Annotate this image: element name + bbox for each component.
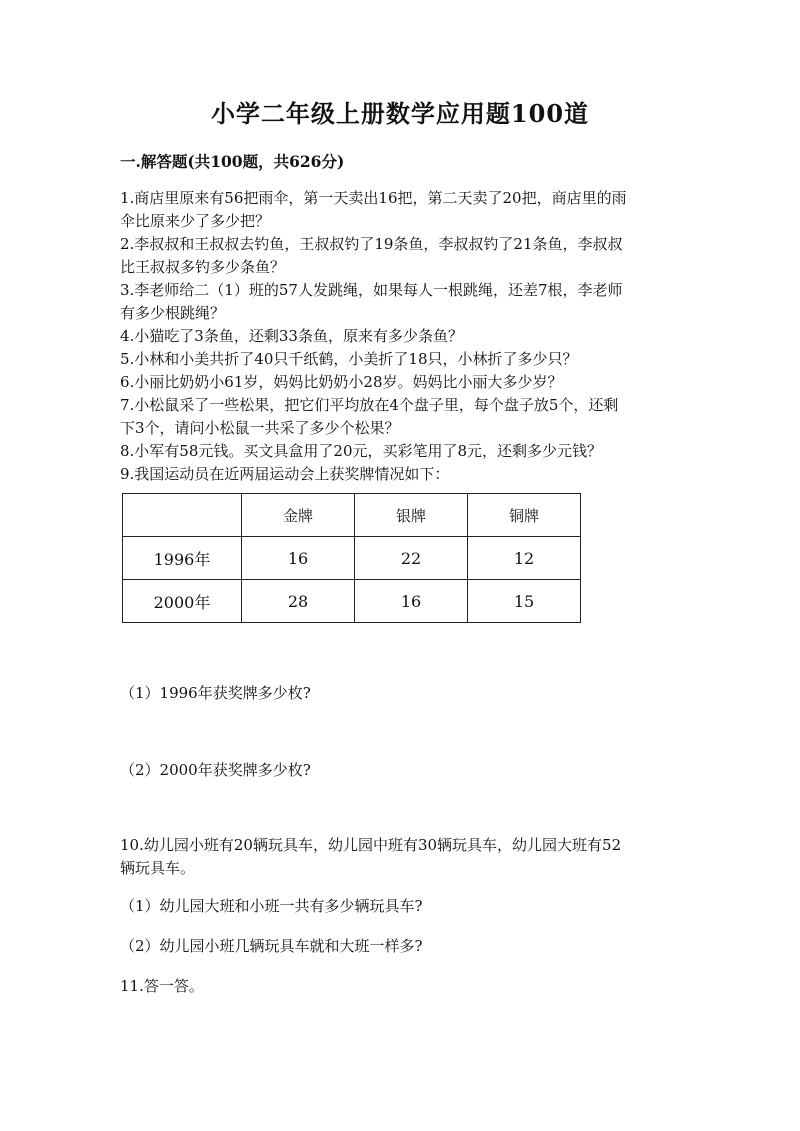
question-line: 9.我国运动员在近两届运动会上获奖牌情况如下： — [120, 465, 450, 483]
question-line: 3.李老师给二（1）班的57人发跳绳，如果每人一根跳绳，还差7根，李老师 — [120, 281, 623, 299]
question-line: 有多少根跳绳？ — [120, 304, 226, 322]
question-line: 1.商店里原来有56把雨伞，第一天卖出16把，第二天卖了20把，商店里的雨 — [120, 189, 627, 207]
medal-table — [122, 493, 581, 623]
table-header-cell — [123, 494, 242, 537]
sub-question: （1）幼儿园大班和小班一共有多少辆玩具车? — [120, 897, 423, 915]
table-cell: 16 — [355, 580, 468, 623]
sub-question: （2）幼儿园小班几辆玩具车就和大班一样多? — [120, 937, 423, 955]
table-row — [123, 580, 581, 623]
question-line: 8.小军有58元钱。买文具盒用了20元，买彩笔用了8元，还剩多少元钱？ — [120, 442, 603, 460]
section-heading: 一.解答题(共100题，共626分) — [120, 152, 345, 171]
table-cell: 22 — [355, 537, 468, 580]
question-line: 伞比原来少了多少把？ — [120, 212, 271, 230]
question-line: 6.小丽比奶奶小61岁，妈妈比奶奶小28岁。妈妈比小丽大多少岁？ — [120, 373, 563, 391]
sub-question: （2）2000年获奖牌多少枚? — [120, 761, 311, 779]
table-header-cell: 金牌 — [242, 494, 355, 537]
table-header-cell: 银牌 — [355, 494, 468, 537]
question-line: 11.答一答。 — [120, 977, 204, 995]
question-line: 5.小林和小美共折了40只千纸鹤，小美折了18只，小林折了多少只？ — [120, 350, 578, 368]
table-row — [123, 537, 581, 580]
table-cell: 15 — [468, 580, 581, 623]
page-title: 小学二年级上册数学应用题100道 — [210, 99, 590, 128]
table-header-cell: 铜牌 — [468, 494, 581, 537]
question-line: 2.李叔叔和王叔叔去钓鱼，王叔叔钓了19条鱼，李叔叔钓了21条鱼，李叔叔 — [120, 235, 623, 253]
table-cell: 16 — [242, 537, 355, 580]
question-line: 下3个，请问小松鼠一共采了多少个松果？ — [120, 419, 400, 437]
table-cell: 28 — [242, 580, 355, 623]
table-cell: 12 — [468, 537, 581, 580]
question-line: 10.幼儿园小班有20辆玩具车，幼儿园中班有30辆玩具车，幼儿园大班有52 — [120, 836, 622, 854]
table-header-row — [123, 494, 581, 537]
table-cell: 2000年 — [123, 580, 242, 623]
question-line: 比王叔叔多钓多少条鱼？ — [120, 258, 286, 276]
question-line: 辆玩具车。 — [120, 859, 196, 877]
table-cell: 1996年 — [123, 537, 242, 580]
sub-question: （1）1996年获奖牌多少枚? — [120, 684, 311, 702]
question-line: 7.小松鼠采了一些松果，把它们平均放在4个盘子里，每个盘子放5个，还剩 — [120, 396, 619, 414]
question-line: 4.小猫吃了3条鱼，还剩33条鱼，原来有多少条鱼？ — [120, 327, 463, 345]
